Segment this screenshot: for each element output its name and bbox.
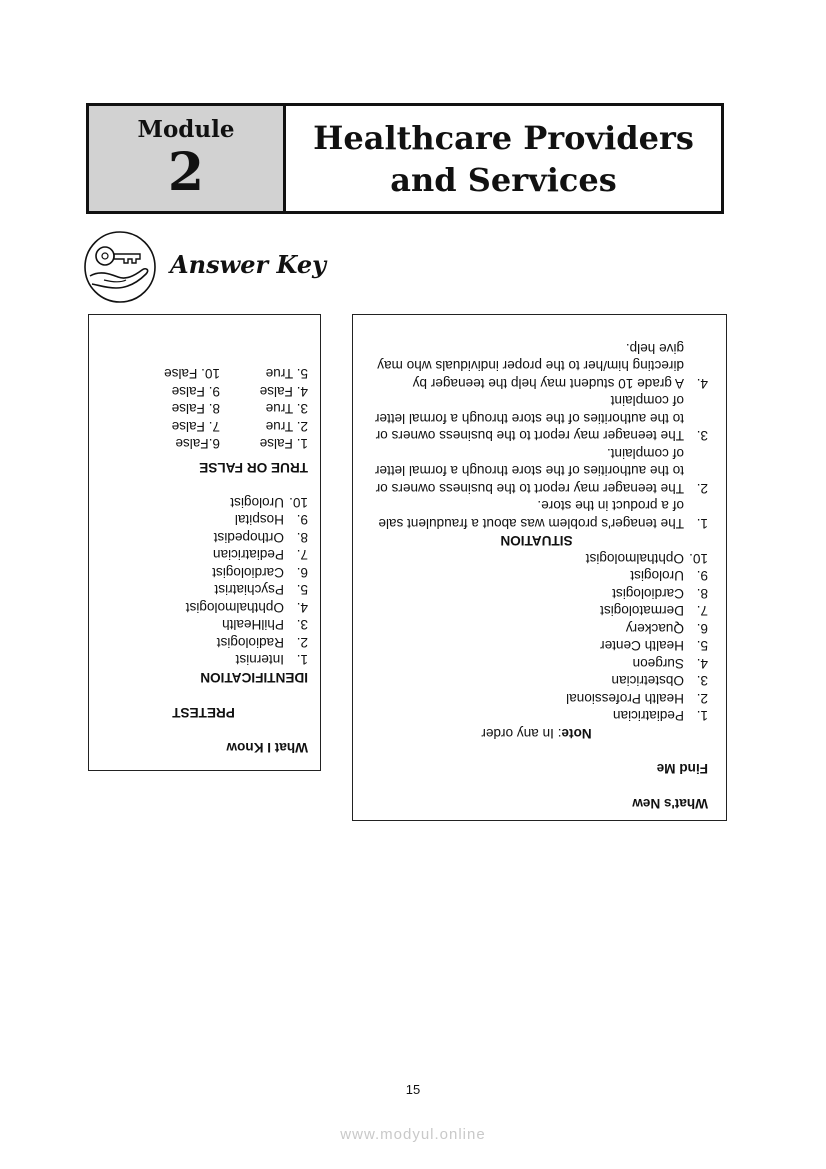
find-me-heading: Find Me: [656, 761, 708, 776]
list-item: 1. Pediatrician: [612, 708, 708, 724]
list-item: 2. The teenager may report to the business owners or to the authorities of the store through a formal letter of complaint.: [374, 446, 708, 496]
list-item: 7. Pediatrician: [212, 547, 308, 563]
list-item: 8. Cardiologist: [612, 586, 708, 601]
whats-new-box: [352, 314, 727, 821]
list-item: 5. True 10. False: [164, 366, 308, 382]
module-number: 2: [167, 142, 205, 203]
list-item: 10. Urologist: [230, 495, 308, 510]
list-item: 4. Ophthalmologist: [185, 600, 308, 615]
situation-list: [365, 340, 708, 533]
list-item: 6. Quackery: [625, 621, 708, 636]
list-item: 10. Ophthalmologist: [585, 551, 708, 566]
section-title: Answer Key: [170, 250, 327, 279]
module-badge: [89, 106, 286, 211]
list-item: 9. Urologist: [630, 568, 708, 584]
list-item: 2. Health Professional: [566, 691, 708, 706]
true-false-answers: [99, 365, 308, 453]
list-item: 5. Psychiatrist: [214, 582, 308, 598]
true-false-heading: TRUE OR FALSE: [199, 460, 308, 475]
module-header: [86, 103, 724, 214]
list-item: 4. A grade 10 student may help the teenager by directing him/her to the proper individuals who may give help.: [377, 341, 708, 391]
list-item: 4. Surgeon: [632, 656, 708, 671]
identification-list: [99, 494, 308, 669]
list-item: 3. PhilHealth: [222, 617, 308, 633]
list-item: 2. Radiologist: [216, 635, 308, 650]
list-item: 1. Internist: [235, 652, 308, 668]
pretest-heading: PRETEST: [172, 705, 235, 720]
situation-heading: SITUATION: [500, 533, 573, 549]
list-item: 3. The teenager may report to the business owners or to the authorities of the store through a formal letter of complaint: [374, 393, 708, 444]
list-item: 7. Dermatologist: [600, 603, 708, 619]
list-item: 8. Orthopedist: [213, 530, 308, 545]
list-item: 3. Obstetrician: [611, 673, 708, 689]
list-item: 1. The tenager's problem was about a fraudulent sale of a product in the store.: [378, 498, 708, 531]
what-i-know-box: [88, 314, 321, 771]
identification-heading: IDENTIFICATION: [200, 670, 308, 685]
watermark: www.modyul.online: [340, 1126, 486, 1143]
key-in-hand-icon: [82, 230, 158, 304]
whats-new-heading: What's New: [632, 796, 708, 811]
page-number: 15: [405, 1082, 421, 1097]
module-title-line1: Healthcare Providers: [313, 118, 694, 157]
list-item: 2. True 7. False: [171, 419, 308, 434]
list-item: 6. Cardiologist: [212, 565, 308, 580]
list-item: 5. Health Center: [600, 638, 708, 654]
module-title-line2: and Services: [390, 160, 617, 199]
what-i-know-heading: What I Know: [226, 740, 308, 755]
module-title: [286, 106, 721, 211]
list-item: 9. Hospital: [234, 512, 308, 528]
note-line: Note: In any order: [481, 726, 592, 741]
find-me-list: [365, 550, 708, 725]
list-item: 1. False 6.False: [175, 436, 308, 452]
list-item: 3. True 8. False: [171, 401, 308, 417]
module-label: Module: [137, 116, 235, 143]
list-item: 4. False 9. False: [171, 384, 308, 399]
